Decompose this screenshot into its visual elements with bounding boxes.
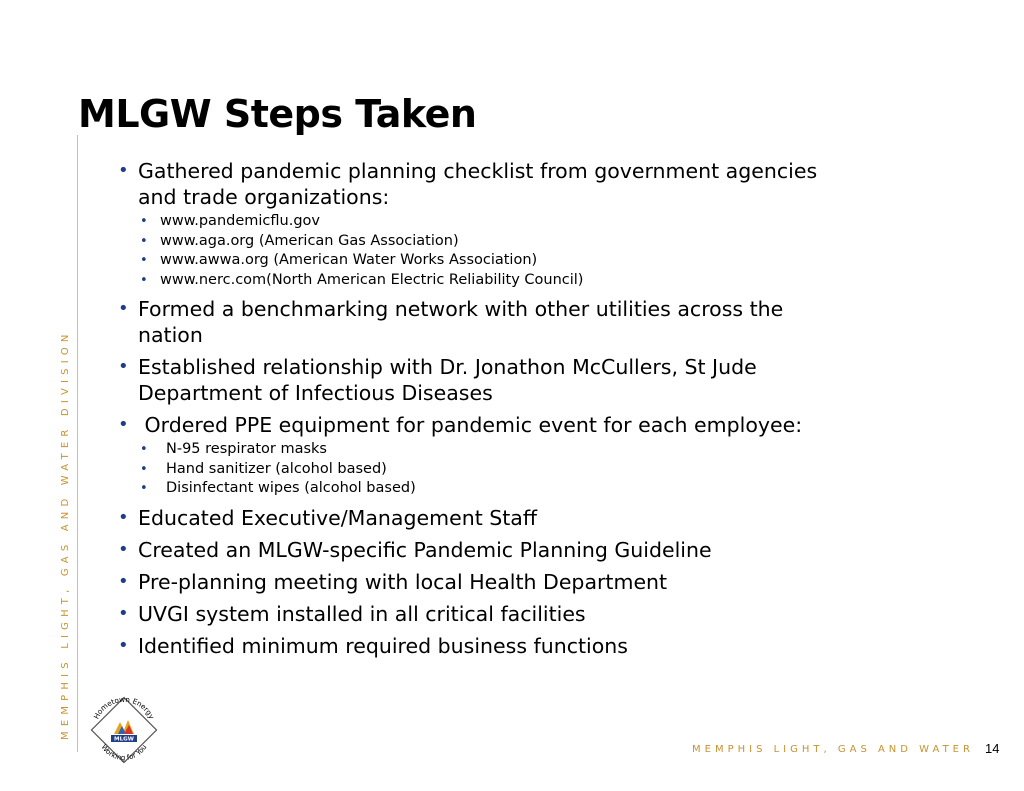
bullet-text: Identified minimum required business functions [138,633,628,658]
list-item [118,633,848,659]
list-item [118,296,848,348]
bullet-text: Pre-planning meeting with local Health Department [138,569,668,594]
sub-list-item: • N-95 respirator masks [138,440,848,460]
sub-bullet-list [138,440,848,499]
sub-list-item: • Disinfectant wipes (alcohol based) [138,479,848,499]
sub-list-item: • www.pandemicflu.gov [138,212,848,232]
bullet-text: Educated Executive/Management Staff [138,505,537,530]
slide-title: MLGW Steps Taken [78,92,477,136]
bullet-text: Ordered PPE equipment for pandemic event for each employee: [138,413,803,437]
bullet-text: Gathered pandemic planning checklist from government agencies and trade organizations: [138,159,818,209]
bullet-text: Formed a benchmarking network with other utilities across the nation [138,297,784,347]
logo-top-text: Hometown Energy [91,694,157,721]
sub-list-item: • www.aga.org (American Gas Association) [138,232,848,252]
vertical-divider [77,135,78,752]
list-item [118,354,848,406]
logo-center-text: MLGW [114,736,134,743]
sub-list-item: • www.awwa.org (American Water Works Association) [138,251,848,271]
list-item [118,412,848,499]
sub-list-item: • Hand sanitizer (alcohol based) [138,460,848,480]
sub-list-item: • www.nerc.com(North American Electric Reliability Council) [138,271,848,291]
list-item [118,569,848,595]
mlgw-logo [84,690,164,770]
page-number: 14 [985,741,1000,756]
bullet-list [118,158,848,659]
list-item [118,158,848,290]
logo-bottom-text: Working for You [99,743,149,763]
sub-bullet-list [138,212,848,290]
bullet-content [118,158,848,665]
bullet-text: UVGI system installed in all critical facilities [138,601,586,626]
list-item [118,537,848,563]
side-division-text: MEMPHIS LIGHT, GAS AND WATER DIVISION [60,329,71,740]
bullet-text: Created an MLGW-specific Pandemic Planning Guideline [138,537,712,562]
list-item [118,505,848,531]
list-item [118,601,848,627]
bullet-text: Established relationship with Dr. Jonathon McCullers, St Jude Department of Infectious Diseases [138,355,757,405]
footer-text: MEMPHIS LIGHT, GAS AND WATER [692,744,974,755]
